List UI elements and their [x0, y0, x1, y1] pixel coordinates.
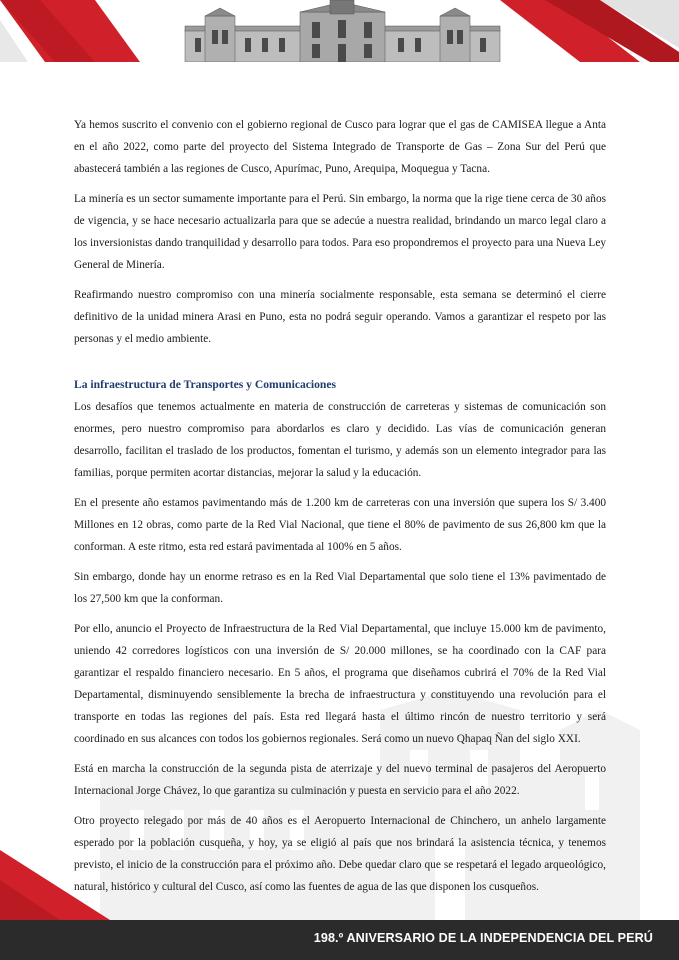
government-palace-illustration [0, 0, 679, 62]
paragraph: Por ello, anuncio el Proyecto de Infraestructura de la Red Vial Departamental, que incluye 15.000 km de pavimento, uniendo 42 corredores logísticos con una inversión de S/ 20.000 millones, se ha coordinado con la CAF para garantizar el respaldo financiero necesario. En 5 años, el programa que diseñamos cubrirá el 70% de la Red Vial Departamental, disminuyendo sensiblemente la brecha de infraestructura y constituyendo una revolución para el transporte en todas las regiones del país. Esta red llegará hasta el último rincón de nuestro territorio y será coordinado en sus alcances con todos los gobiernos regionales. Será como un nuevo Qhapaq Ñan del siglo XXI. [74, 623, 606, 745]
page-header [0, 0, 679, 62]
paragraph: Reafirmando nuestro compromiso con una minería socialmente responsable, esta semana se determinó el cierre definitivo de la unidad minera Arasi en Puno, esta no podrá seguir operando. Vamos a garantizar el respeto por las personas y el medio ambiente. [74, 289, 606, 345]
footer-title: 198.º ANIVERSARIO DE LA INDEPENDENCIA DEL PERÚ [313, 931, 653, 945]
paragraph: En el presente año estamos pavimentando más de 1.200 km de carreteras con una inversión que supera los S/ 3.400 Millones en 12 obras, como parte de la Red Vial Nacional, que tiene el 80% de pavimento de sus 26,800 km que la conforman. A este ritmo, esta red estará pavimentada al 100% en 5 años. [74, 497, 606, 553]
section-heading: La infraestructura de Transportes y Comunicaciones [74, 378, 337, 391]
paragraph: Sin embargo, donde hay un enorme retraso es en la Red Vial Departamental que solo tiene el 13% pavimentado de los 27,500 km que la conforman. [74, 571, 606, 605]
paragraph: La minería es un sector sumamente importante para el Perú. Sin embargo, la norma que la rige tiene cerca de 30 años de vigencia, y se hace necesario actualizarla para que se adecúe a nuestra realidad, brindando un marco legal claro a los inversionistas dando tranquilidad y desarrollo para todos. Para eso propondremos el proyecto para una Nueva Ley General de Minería. [74, 193, 606, 271]
document-body [74, 114, 606, 906]
paragraph: Otro proyecto relegado por más de 40 años es el Aeropuerto Internacional de Chinchero, un anhelo largamente esperado por la población cusqueña, y hoy, ya se eligió al país que nos brindará la asistencia técnica, y tenemos previsto, el inicio de la construcción para el próximo año. Debe quedar claro que se respetará el legado arqueológico, natural, histórico y cultural del Cusco, así como las fuentes de agua de las que disponen los cusqueños. [74, 815, 606, 893]
page-footer [0, 920, 679, 960]
paragraph: Los desafíos que tenemos actualmente en materia de construcción de carreteras y sistemas de comunicación son enormes, pero nuestro compromiso para abordarlos es claro y decidido. Las vías de comunicación generan desarrollo, facilitan el traslado de los productos, fomentan el turismo, y además son un elemento integrador para las familias, porque permiten acortar distancias, mejorar la salud y la educación. [74, 401, 606, 479]
paragraph: Está en marcha la construcción de la segunda pista de aterrizaje y del nuevo terminal de pasajeros del Aeropuerto Internacional Jorge Chávez, lo que garantiza su culminación y puesta en servicio para el año 2022. [74, 763, 606, 797]
paragraph: Ya hemos suscrito el convenio con el gobierno regional de Cusco para lograr que el gas de CAMISEA llegue a Anta en el año 2022, como parte del proyecto del Sistema Integrado de Transporte de Gas – Zona Sur del Perú que abastecerá también a las regiones de Cusco, Apurímac, Puno, Arequipa, Moquegua y Tacna. [74, 119, 606, 175]
